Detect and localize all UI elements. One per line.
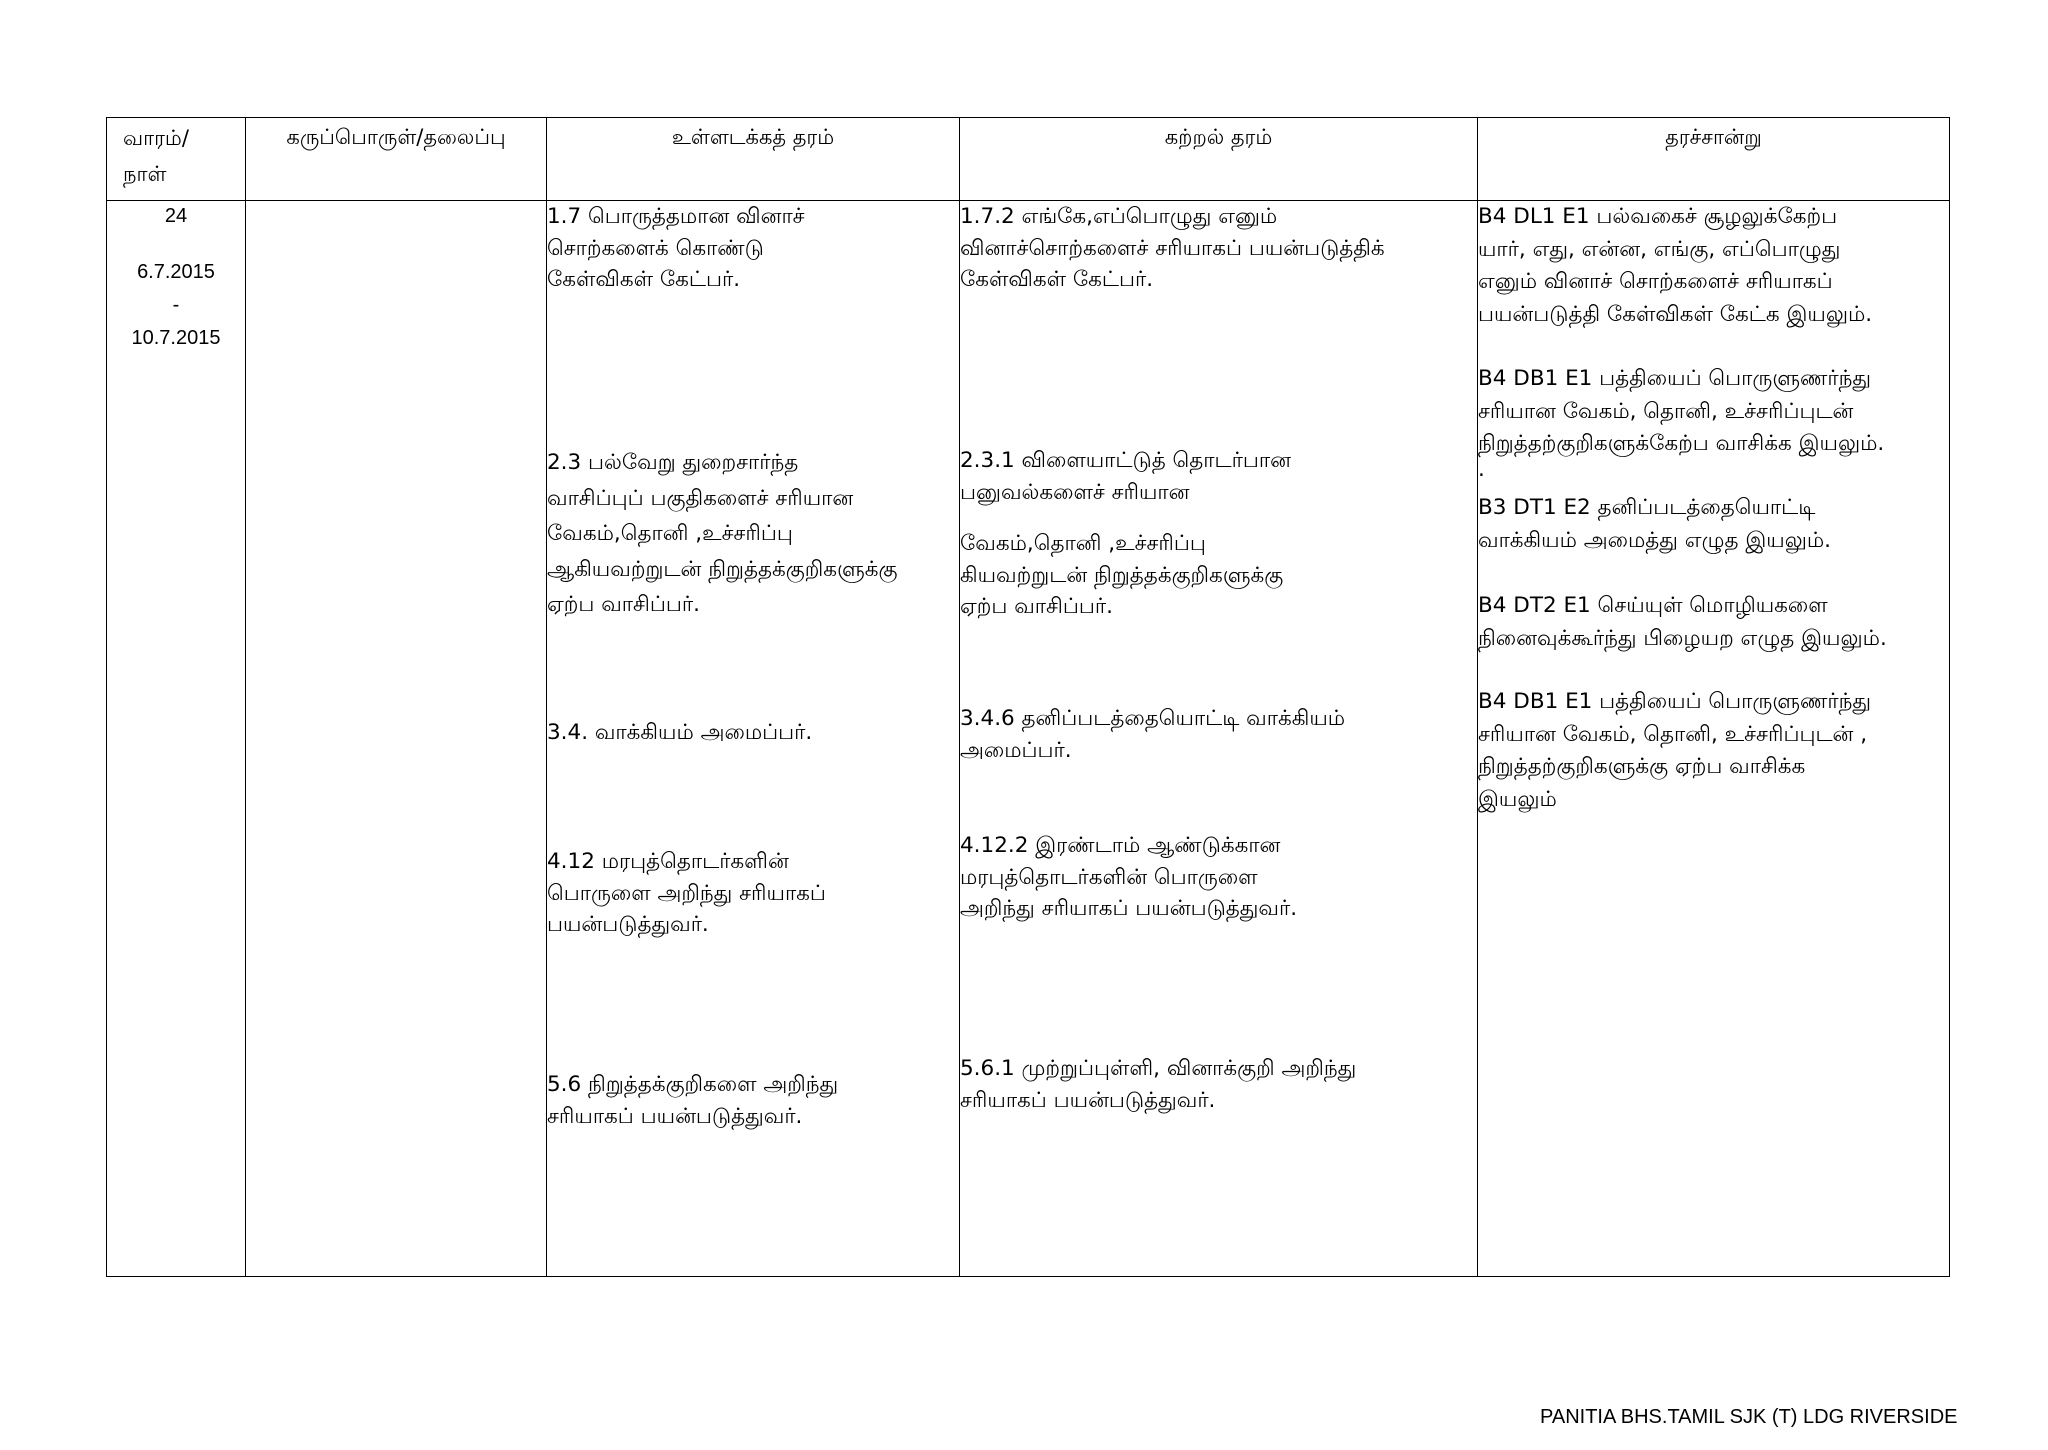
- text-line: வினாச்சொற்களைச் சரியாகப் பயன்படுத்திக்: [960, 235, 1385, 261]
- text-line: வேகம்,தொனி ,உச்சரிப்பு: [960, 531, 1206, 556]
- text-line: யார், எது, என்ன, எங்கு, எப்பொழுது: [1478, 236, 1841, 262]
- learning-standard-4: [960, 830, 1473, 925]
- text-line: வாக்கியம் அமைத்து எழுத இயலும்.: [1478, 527, 1831, 553]
- text-line: வாசிப்புப் பகுதிகளைச் சரியான: [547, 485, 854, 511]
- learning-standard-3: [960, 703, 1473, 766]
- content-standard-cell: [547, 201, 960, 1277]
- text-line: 4.12 மரபுத்தொடர்களின்: [547, 849, 789, 874]
- text-line: வேகம்,தொனி ,உச்சரிப்பு: [547, 521, 793, 546]
- text-line: B4 DB1 E1 பத்தியைப் பொருளுணர்ந்து: [1478, 689, 1872, 714]
- text-line: இயலும்: [1478, 786, 1557, 812]
- text-line: அறிந்து சரியாகப் பயன்படுத்துவர்.: [960, 896, 1298, 921]
- text-line: மரபுத்தொடர்களின் பொருளை: [960, 864, 1258, 890]
- content-standard-1: [547, 201, 955, 296]
- header-day-label: நாள்: [123, 162, 167, 186]
- content-standard-5: [547, 1069, 955, 1132]
- date-start: 6.7.2015: [137, 261, 215, 283]
- text-line: சரியான வேகம், தொனி, உச்சரிப்புடன் ,: [1478, 721, 1868, 747]
- date-separator: -: [172, 294, 180, 316]
- text-line: 4.12.2 இரண்டாம் ஆண்டுக்கான: [960, 833, 1281, 858]
- week-number: 24: [164, 205, 188, 227]
- content-standard-3: [547, 717, 955, 749]
- learning-standard-5: [960, 1053, 1473, 1116]
- performance-standard-cell: [1478, 201, 1950, 1277]
- text-line: ஏற்ப வாசிப்பர்.: [547, 592, 700, 617]
- theme-cell: [246, 201, 547, 1277]
- text-line: 2.3.1 விளையாட்டுத் தொடர்பான: [960, 448, 1291, 473]
- text-line: B4 DL1 E1 பல்வகைச் சூழலுக்கேற்ப: [1478, 204, 1838, 229]
- text-line: பயன்படுத்துவர்.: [547, 912, 709, 937]
- learning-standard-2: [960, 445, 1473, 623]
- text-line: சரியாகப் பயன்படுத்துவர்.: [960, 1087, 1216, 1113]
- text-line: B4 DB1 E1 பத்தியைப் பொருளுணர்ந்து: [1478, 366, 1872, 391]
- text-line: ஏற்ப வாசிப்பர்.: [960, 594, 1113, 619]
- header-performance-standard: தரச்சான்று: [1478, 118, 1950, 201]
- text-line: சொற்களைக் கொண்டு: [547, 235, 764, 261]
- performance-standard-1: [1478, 201, 1945, 331]
- text-line: சரியான வேகம், தொனி, உச்சரிப்புடன்: [1478, 398, 1854, 424]
- text-line: .: [1478, 456, 1485, 482]
- header-week-label: வாரம்/: [123, 126, 189, 150]
- week-date-cell: [107, 201, 246, 1277]
- text-line: 5.6 நிறுத்தக்குறிகளை அறிந்து: [547, 1072, 839, 1097]
- text-line: 1.7 பொருத்தமான வினாச்: [547, 204, 805, 229]
- text-line: ஆகியவற்றுடன் நிறுத்தக்குறிகளுக்கு: [547, 556, 898, 582]
- text-line: கியவற்றுடன் நிறுத்தக்குறிகளுக்கு: [960, 562, 1284, 588]
- text-line: நிறுத்தற்குறிகளுக்கு ஏற்ப வாசிக்க: [1478, 754, 1806, 779]
- text-line: கேள்விகள் கேட்பர்.: [547, 267, 741, 292]
- text-line: நிறுத்தற்குறிகளுக்கேற்ப வாசிக்க இயலும்.: [1478, 431, 1885, 456]
- text-line: கேள்விகள் கேட்பர்.: [960, 267, 1154, 292]
- performance-standard-5: [1478, 686, 1945, 816]
- learning-standard-cell: [960, 201, 1478, 1277]
- table-header-row: [107, 118, 1950, 201]
- header-week-day: [107, 118, 246, 201]
- text-line: B3 DT1 E2 தனிப்படத்தையொட்டி: [1478, 495, 1816, 520]
- text-line: பனுவல்களைச் சரியான: [960, 479, 1190, 505]
- text-line: B4 DT2 E1 செய்யுள் மொழியகளை: [1478, 593, 1828, 618]
- text-line: பயன்படுத்தி கேள்விகள் கேட்க இயலும்.: [1478, 301, 1873, 327]
- header-content-standard: உள்ளடக்கத் தரம்: [547, 118, 960, 201]
- text-line: 2.3 பல்வேறு துறைசார்ந்த: [547, 450, 799, 475]
- text-line: 3.4.6 தனிப்படத்தையொட்டி வாக்கியம்: [960, 706, 1346, 731]
- performance-standard-4: [1478, 590, 1945, 655]
- table-row: [107, 201, 1950, 1277]
- text-line: 1.7.2 எங்கே,எப்பொழுது எனும்: [960, 204, 1278, 229]
- date-end: 10.7.2015: [131, 327, 221, 349]
- header-theme: கருப்பொருள்/தலைப்பு: [246, 118, 547, 201]
- performance-standard-2: [1478, 363, 1945, 482]
- text-line: பொருளை அறிந்து சரியாகப்: [547, 880, 826, 906]
- text-line: 3.4. வாக்கியம் அமைப்பர்.: [547, 720, 813, 745]
- line-gap: [960, 508, 1473, 528]
- text-line: 5.6.1 முற்றுப்புள்ளி, வினாக்குறி அறிந்து: [960, 1056, 1357, 1081]
- learning-standard-1: [960, 201, 1473, 296]
- text-line: சரியாகப் பயன்படுத்துவர்.: [547, 1103, 803, 1129]
- lesson-plan-table: [106, 117, 1950, 1277]
- page-footer: PANITIA BHS.TAMIL SJK (T) LDG RIVERSIDE: [1540, 1406, 1958, 1428]
- text-line: அமைப்பர்.: [960, 737, 1072, 763]
- text-line: நினைவுக்கூர்ந்து பிழையற எழுத இயலும்.: [1478, 625, 1887, 651]
- content-standard-2: [547, 445, 955, 623]
- text-line: எனும் வினாச் சொற்களைச் சரியாகப்: [1478, 269, 1833, 294]
- performance-standard-3: [1478, 492, 1945, 557]
- header-learning-standard: கற்றல் தரம்: [960, 118, 1478, 201]
- content-standard-4: [547, 846, 955, 941]
